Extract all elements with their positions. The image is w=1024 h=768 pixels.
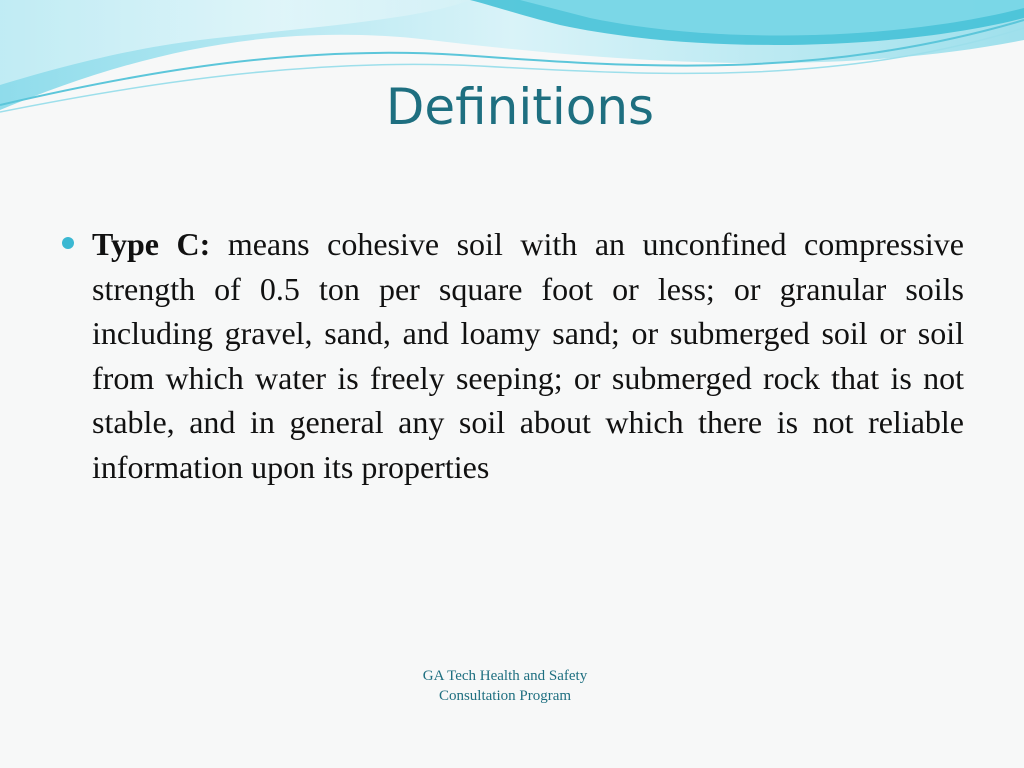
slide-title: Definitions <box>385 78 655 136</box>
footer-line-2: Consultation Program <box>438 688 572 704</box>
bullet-text <box>92 222 964 489</box>
bullet-term: Type C: <box>92 226 211 262</box>
footer <box>390 666 620 706</box>
bullet-definition: means cohesive soil with an unconfined compressive strength of 0.5 ton per square foot or less; or granular soils including gravel, sand, and loamy sand; or submerged soil or soil from which water is freely seeping; or submerged rock that is not stable, and in general any soil about which there is not reliable information upon its properties <box>92 226 965 485</box>
bullet-dot-icon <box>62 237 74 249</box>
footer-line-1: GA Tech Health and Safety <box>422 668 588 684</box>
bullet-item <box>62 222 964 489</box>
